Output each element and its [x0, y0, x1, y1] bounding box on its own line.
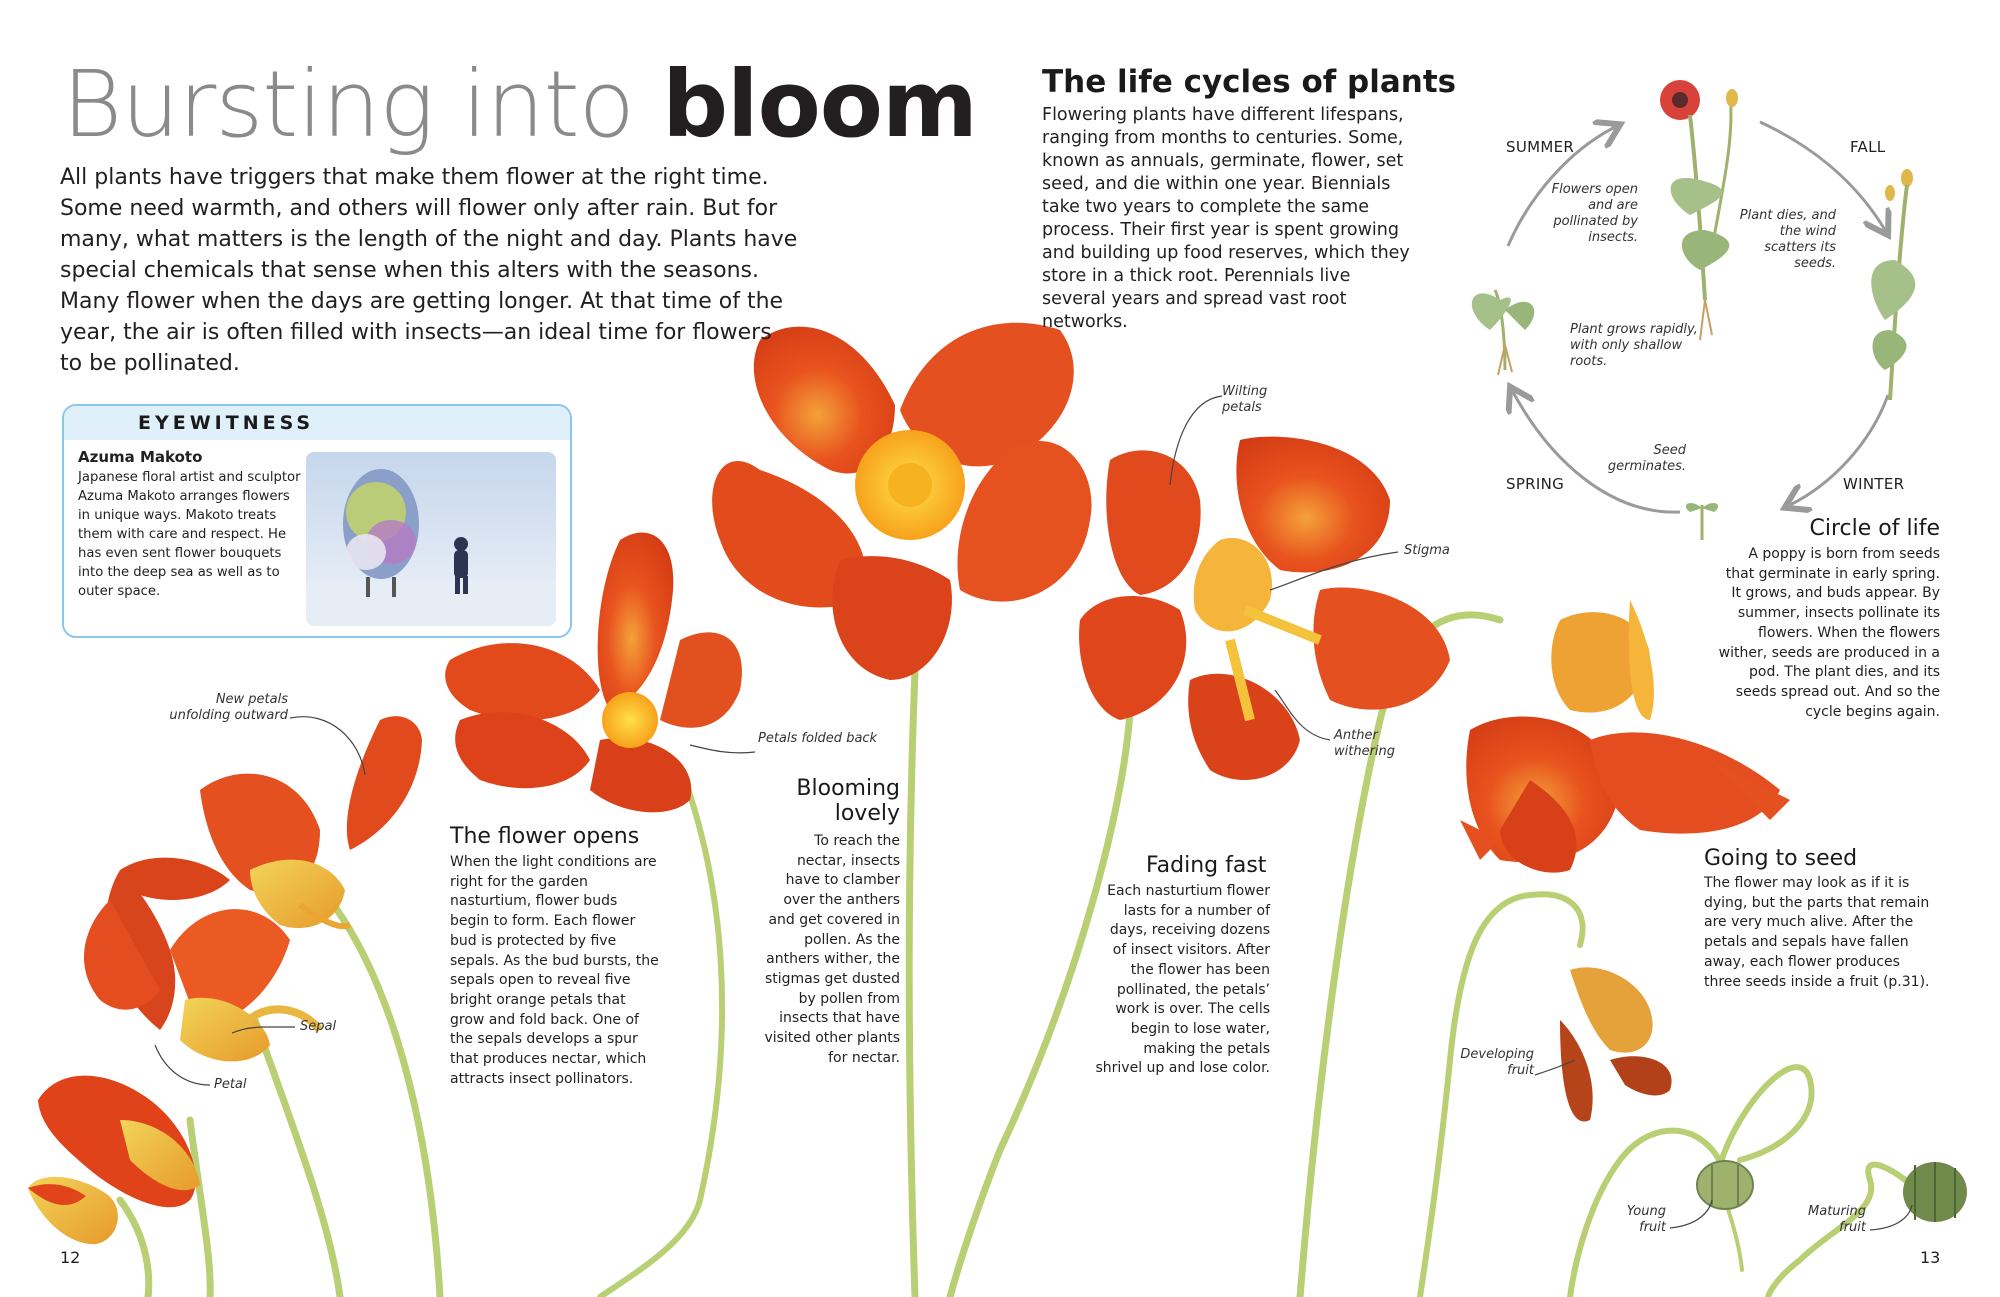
note-anther-withering: Anther withering	[1334, 728, 1396, 759]
eyewitness-name: Azuma Makoto	[78, 448, 203, 466]
eyewitness-body: Japanese floral artist and sculptor Azuma Makoto arranges flowers in unique ways. Makoto treats them with care and respect. He has even sent flower bouquets into the deep sea as well as to outer space.	[78, 470, 301, 599]
eyewitness-box	[62, 404, 572, 638]
note-petal: Petal	[214, 1077, 247, 1092]
page-title	[62, 50, 977, 160]
note-new-petals: New petals unfolding outward	[169, 692, 288, 723]
note-stigma: Stigma	[1404, 543, 1450, 558]
note-plant-grows: Plant grows rapidly, with only shallow roots.	[1570, 322, 1698, 369]
note-seed-germinates: Seed germinates.	[1607, 443, 1686, 474]
title-light: Bursting into	[62, 51, 634, 158]
circle-of-life-body: A poppy is born from seeds that germinate in early spring. It grows, and buds appear. By summer, insects pollinate its flowers. When the flowers wither, seeds are produced in a pod. The plant dies, and its seeds spread out. And so the cycle begins again.	[1718, 546, 1940, 720]
season-summer: SUMMER	[1506, 138, 1575, 156]
flower-unfolding-illustration	[120, 716, 422, 928]
note-petals-folded: Petals folded back	[758, 731, 878, 746]
fading-title: Fading fast	[1146, 853, 1267, 878]
eyewitness-photo	[306, 452, 556, 626]
note-maturing-fruit: Maturing fruit	[1808, 1204, 1866, 1235]
season-spring: SPRING	[1506, 475, 1565, 493]
note-wilting-petals: Wilting petals	[1222, 384, 1268, 415]
fading-body: Each nasturtium flower lasts for a number of days, receiving dozens of insect visitors. After the flower has been pollinated, the petals’ work is over. The cells begin to lose water, making the petals shrivel up and lose color.	[1095, 883, 1270, 1077]
circle-of-life-title: Circle of life	[1809, 516, 1940, 541]
season-winter: WINTER	[1843, 475, 1905, 493]
eyewitness-label: EYEWITNESS	[138, 412, 315, 434]
page-number-left: 12	[60, 1248, 81, 1267]
seed-body: The flower may look as if it is dying, but the parts that remain are very much alive. After the petals and sepals have fallen away, each flower produces three seeds inside a fruit (p.31).	[1704, 875, 1930, 990]
life-cycles-title: The life cycles of plants	[1042, 64, 1457, 100]
life-cycles-body: Flowering plants have different lifespans, ranging from months to centuries. Some, known as annuals, germinate, flower, set seed, and die within one year. Biennials take two years to complete the same process. Their first year is spent growing and building up food reserves, which they store in a thick root. Perennials live several years and spread vast root networks.	[1042, 105, 1410, 332]
season-fall: FALL	[1850, 138, 1886, 156]
bud-small-illustration	[28, 1177, 118, 1244]
title-bold: bloom	[662, 51, 977, 158]
young-fruit-illustration	[1697, 1161, 1753, 1209]
note-young-fruit: Young fruit	[1626, 1204, 1666, 1235]
developing-fruit-illustration	[1560, 967, 1672, 1121]
blooming-title: Blooming lovely	[796, 776, 900, 826]
note-sepal: Sepal	[300, 1019, 337, 1034]
note-plant-dies: Plant dies, and the wind scatters its seeds.	[1739, 208, 1836, 271]
page-number-right: 13	[1920, 1248, 1941, 1267]
note-flowers-open: Flowers open and are pollinated by insects.	[1551, 182, 1638, 245]
intro-paragraph: All plants have triggers that make them flower at the right time. Some need warmth, and others will flower only after rain. But for many, what matters is the length of the night and day. Plants have special chemicals that sense when this alters with the seasons. Many flower when the days are getting longer. At that time of the year, the air is often filled with insects—an ideal time for flowers to be pollinated.	[60, 165, 798, 376]
blooming-body: To reach the nectar, insects have to clamber over the anthers and get covered in pollen. As the anthers wither, the stigmas get dusted by pollen from insects that have visited other plants for nectar.	[764, 833, 900, 1066]
note-developing-fruit: Developing fruit	[1460, 1047, 1534, 1078]
seed-title: Going to seed	[1704, 846, 1858, 871]
flower-opens-title: The flower opens	[450, 824, 640, 849]
flower-opens-body: When the light conditions are right for the garden nasturtium, flower buds begin to form. Each flower bud is protected by five sepals. As the bud bursts, the sepals open to reveal five bright orange petals that grow and fold back. One of the sepals develops a spur that produces nectar, which attracts insect pollinators.	[450, 854, 659, 1087]
maturing-fruit-illustration	[1903, 1162, 1967, 1222]
